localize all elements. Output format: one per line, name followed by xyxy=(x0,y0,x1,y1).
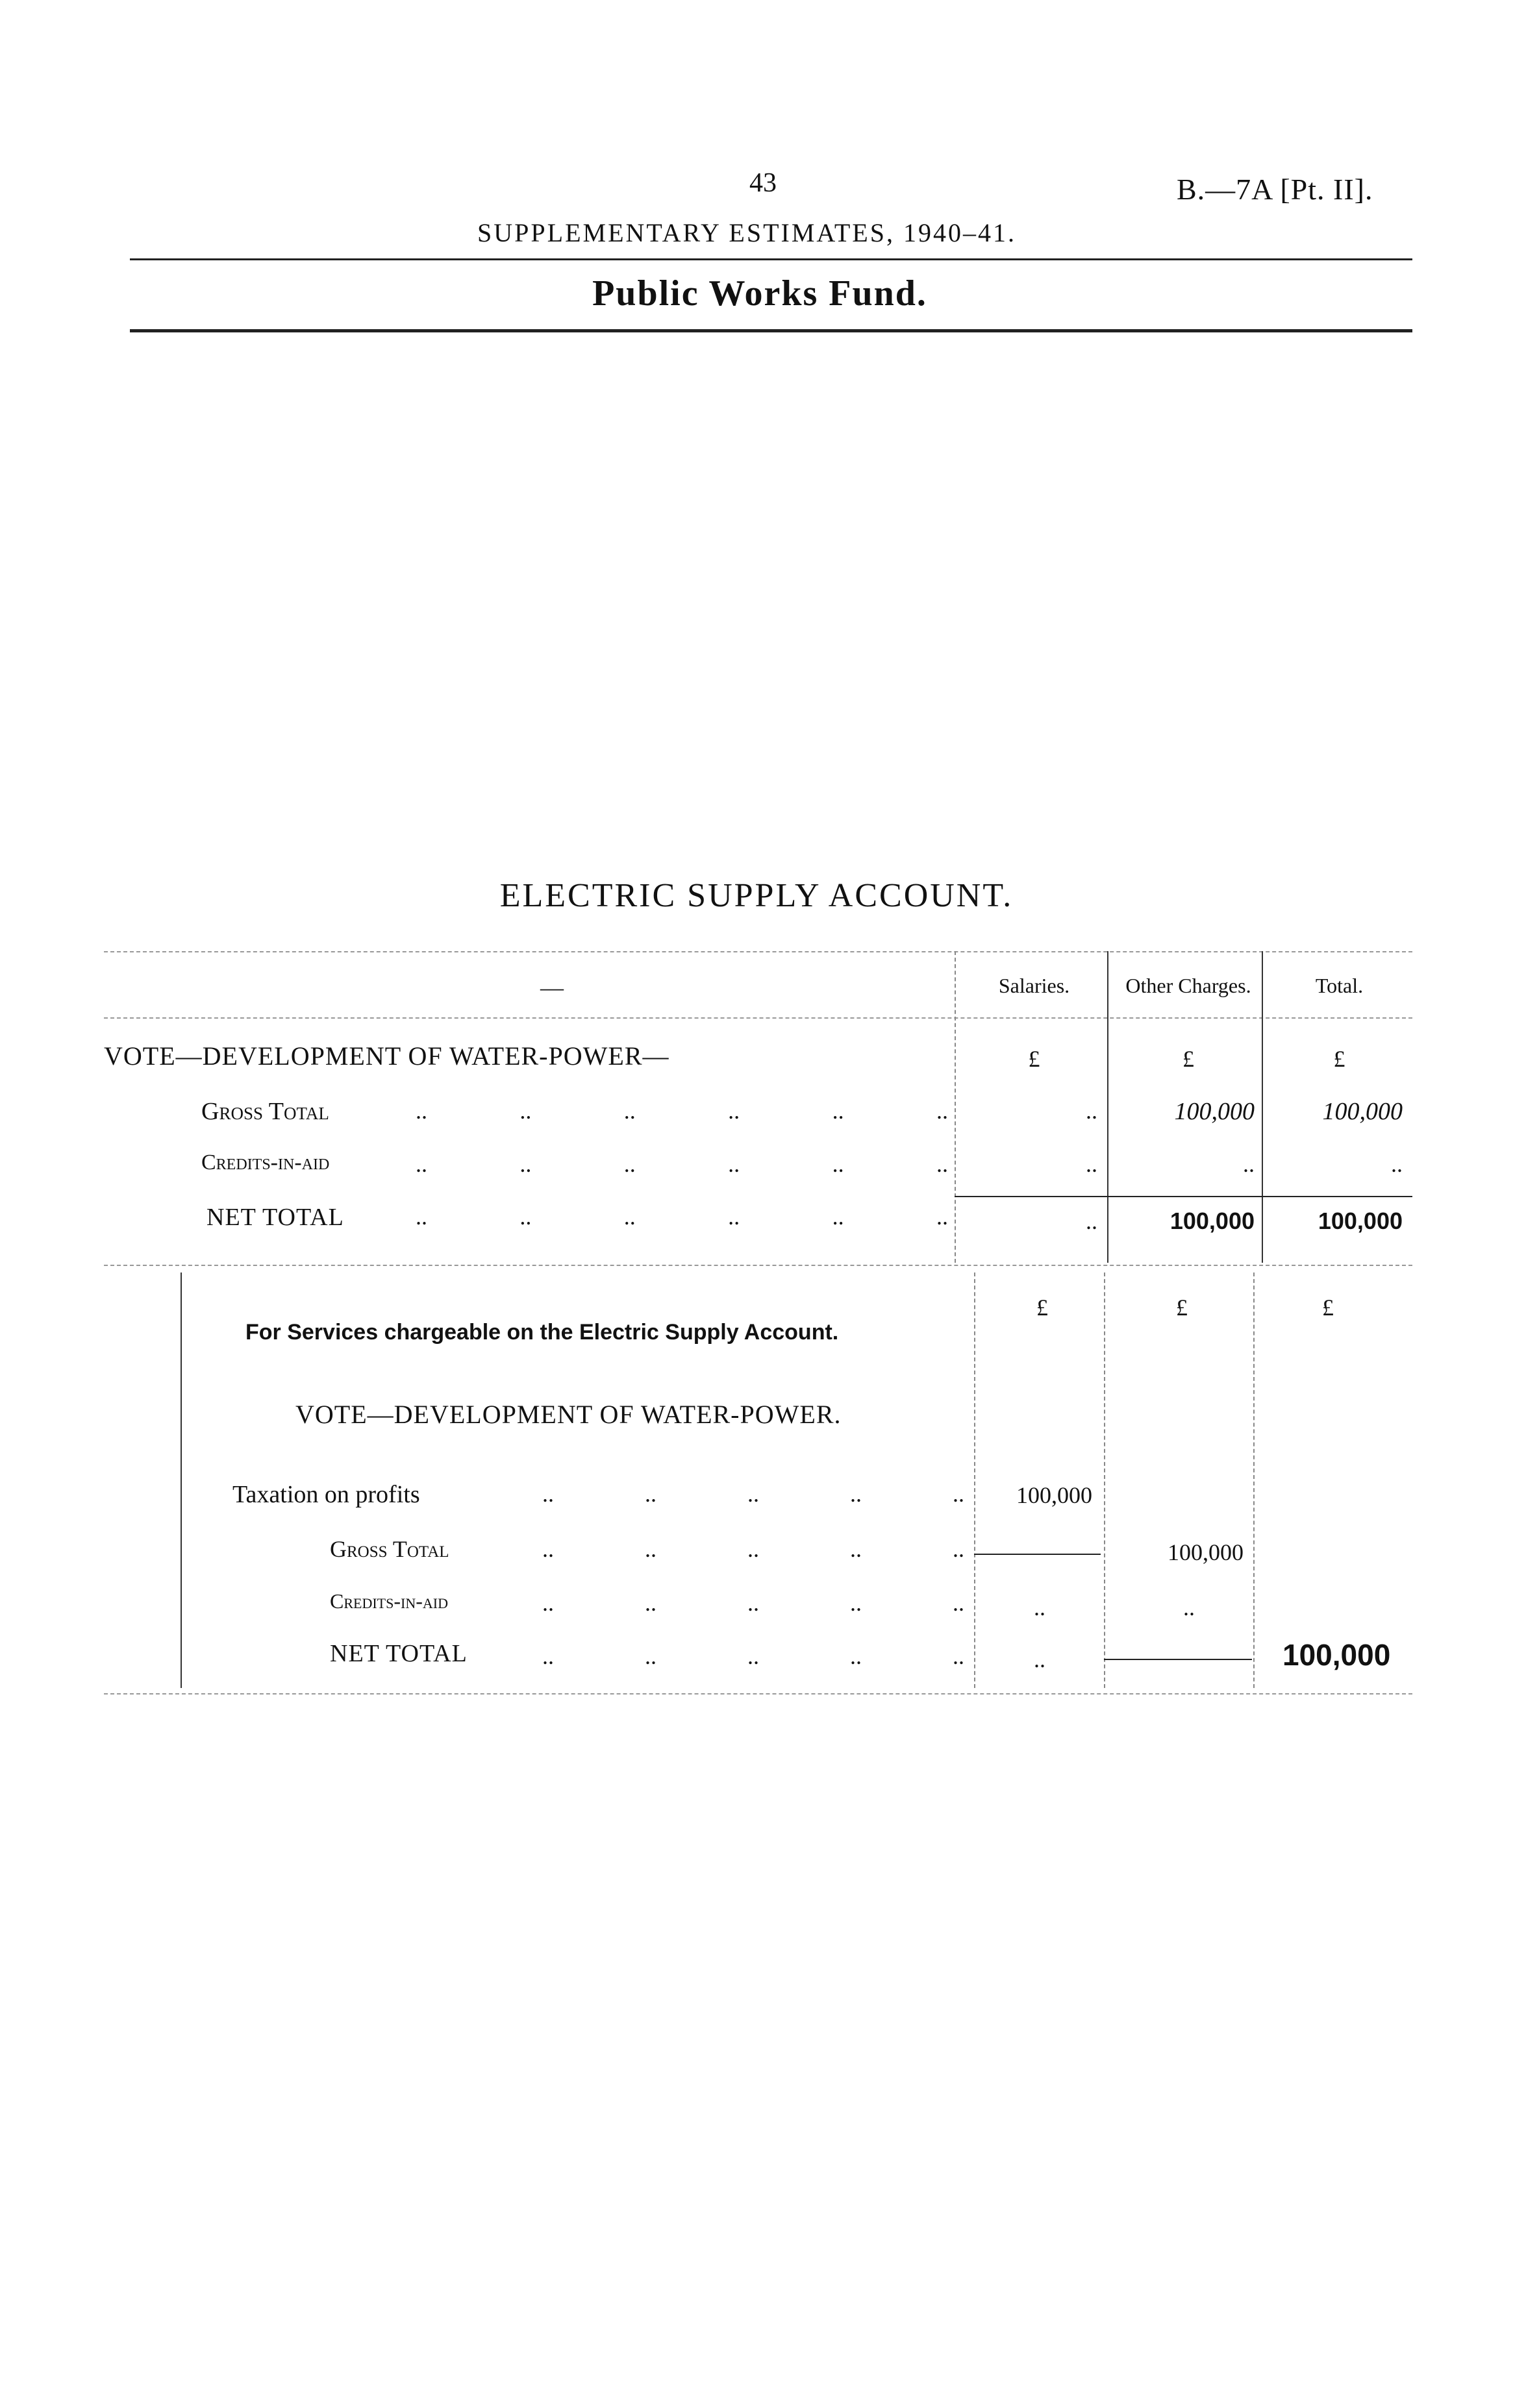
leader-dots: .. .. .. .. .. .. xyxy=(416,1204,948,1230)
net-total-total: 100,000 xyxy=(1318,1208,1403,1234)
net-total-salaries: .. xyxy=(1086,1208,1097,1234)
detail-column-divider xyxy=(1253,1272,1255,1688)
leader-dots: .. .. .. .. .. xyxy=(542,1536,964,1562)
gross-total-salaries: .. xyxy=(1086,1098,1097,1124)
column-header-salaries: Salaries. xyxy=(998,974,1070,997)
detail-gross-other-charges: 100,000 xyxy=(1168,1539,1244,1565)
detail-credits-other-charges: .. xyxy=(1183,1595,1195,1620)
table-top-rule xyxy=(104,951,1412,952)
fund-title: Public Works Fund. xyxy=(592,273,927,314)
vote-heading: VOTE—DEVELOPMENT OF WATER-POWER— xyxy=(104,1041,669,1071)
detail-left-border xyxy=(181,1272,182,1688)
row-label-credits-in-aid: Credits-in-aid xyxy=(201,1150,330,1174)
document-reference: B.—7A [Pt. II]. xyxy=(1177,173,1373,206)
detail-label-gross-total: Gross Total xyxy=(330,1536,449,1562)
credits-in-aid-salaries: .. xyxy=(1086,1151,1097,1177)
detail-label-net-total: NET TOTAL xyxy=(330,1640,468,1667)
header-rule-top xyxy=(130,258,1412,260)
currency-salaries: £ xyxy=(1028,1046,1040,1072)
currency-other-charges: £ xyxy=(1182,1046,1194,1072)
credits-in-aid-total: .. xyxy=(1391,1151,1403,1177)
column-divider xyxy=(1262,951,1263,1263)
table-divider-rule xyxy=(104,1265,1412,1266)
currency-total: £ xyxy=(1333,1046,1345,1072)
leader-dots: .. .. .. .. .. xyxy=(542,1643,964,1669)
net-total-other-charges: 100,000 xyxy=(1170,1208,1255,1234)
column-divider xyxy=(955,951,956,1263)
detail-currency-salaries: £ xyxy=(1036,1295,1048,1321)
gross-rule xyxy=(974,1554,1101,1555)
column-header-stub: — xyxy=(540,974,564,1000)
leader-dots: .. .. .. .. .. xyxy=(542,1481,964,1507)
row-label-gross-total: Gross Total xyxy=(201,1098,329,1125)
detail-credits-salaries: .. xyxy=(1034,1595,1045,1620)
detail-column-divider xyxy=(1104,1272,1105,1688)
detail-heading: For Services chargeable on the Electric Supply Account. xyxy=(245,1320,839,1345)
table-bottom-rule xyxy=(104,1693,1412,1694)
section-title: ELECTRIC SUPPLY ACCOUNT. xyxy=(499,877,1014,914)
document-subtitle: SUPPLEMENTARY ESTIMATES, 1940–41. xyxy=(477,218,1016,247)
gross-total-total: 100,000 xyxy=(1322,1098,1403,1125)
column-divider xyxy=(1107,951,1108,1263)
detail-vote-title: VOTE—DEVELOPMENT OF WATER-POWER. xyxy=(295,1400,842,1429)
column-header-total: Total. xyxy=(1315,974,1364,997)
detail-net-salaries: .. xyxy=(1034,1646,1045,1672)
leader-dots: .. .. .. .. .. xyxy=(542,1590,964,1616)
gross-total-other-charges: 100,000 xyxy=(1174,1098,1255,1125)
leader-dots: .. .. .. .. .. .. xyxy=(416,1098,948,1124)
detail-currency-total: £ xyxy=(1322,1295,1334,1321)
header-rule-bottom xyxy=(130,329,1412,332)
net-rule xyxy=(1104,1659,1252,1660)
detail-column-divider xyxy=(974,1272,975,1688)
item-label-taxation: Taxation on profits xyxy=(232,1481,420,1508)
page-number: 43 xyxy=(749,168,777,198)
column-header-other-charges: Other Charges. xyxy=(1125,974,1251,997)
column-header-rule xyxy=(104,1017,1412,1019)
taxation-salaries: 100,000 xyxy=(1016,1482,1092,1508)
detail-label-credits-in-aid: Credits-in-aid xyxy=(330,1589,448,1613)
detail-currency-other-charges: £ xyxy=(1176,1295,1188,1321)
leader-dots: .. .. .. .. .. .. xyxy=(416,1151,948,1177)
detail-net-total: 100,000 xyxy=(1282,1638,1391,1672)
credits-in-aid-other-charges: .. xyxy=(1243,1151,1255,1177)
net-total-rule xyxy=(955,1196,1412,1197)
row-label-net-total: NET TOTAL xyxy=(206,1204,344,1231)
